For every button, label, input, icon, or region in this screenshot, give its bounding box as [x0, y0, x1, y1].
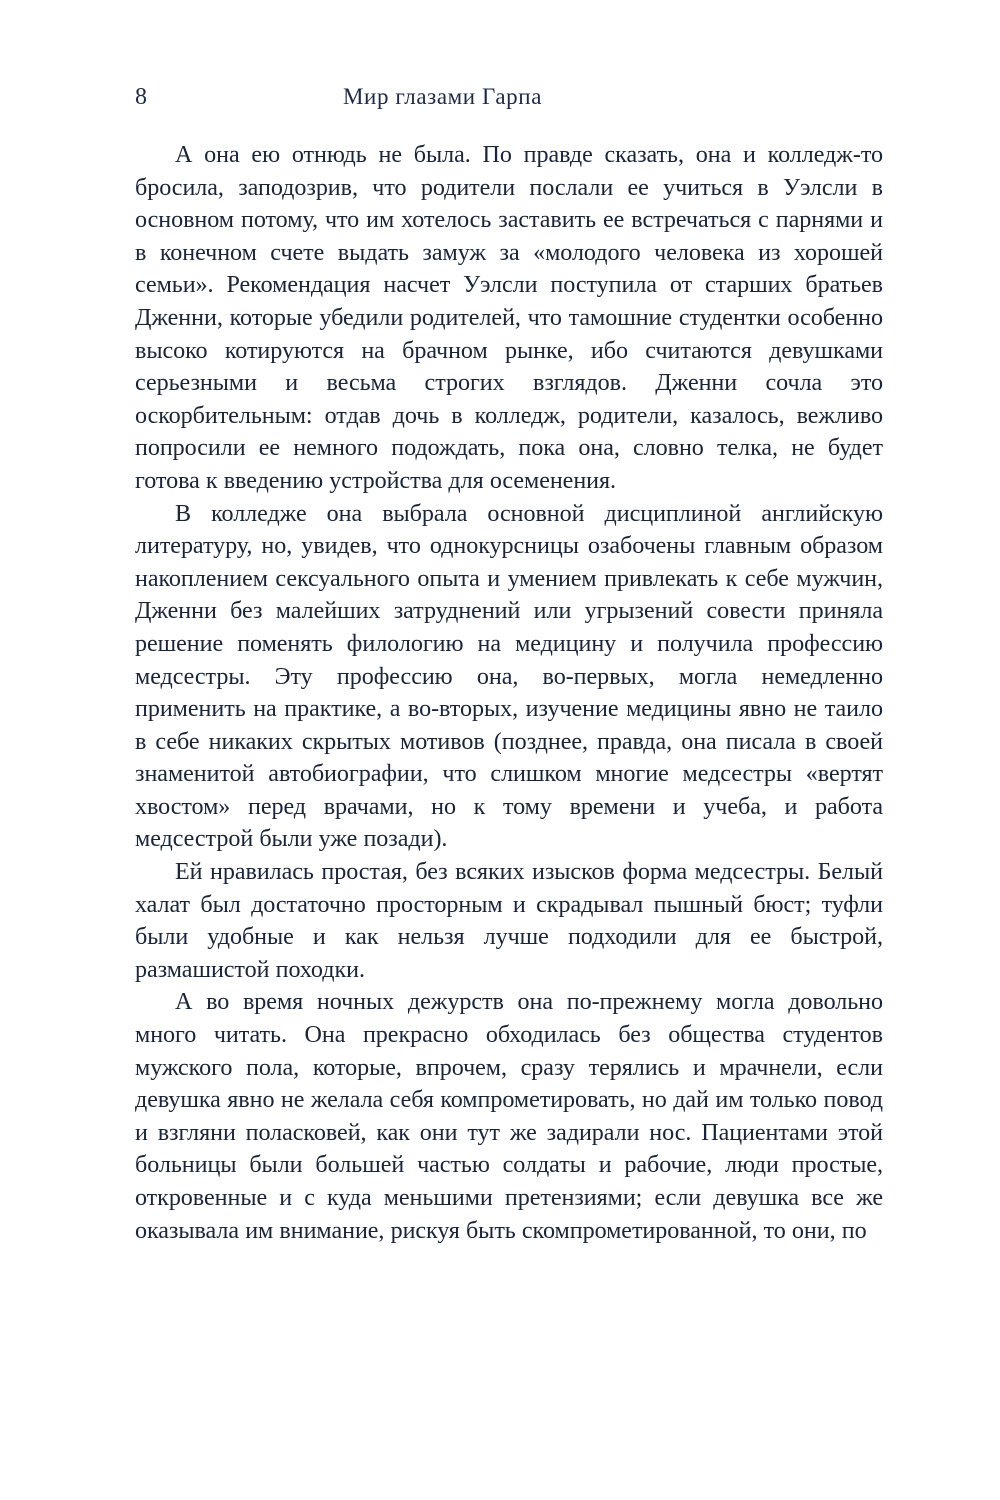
running-head	[135, 82, 880, 112]
running-title: Мир глазами Гарпа	[342, 84, 543, 109]
body-text	[135, 139, 883, 1247]
paragraph: А во время ночных дежурств она по-прежнему могла довольно много читать. Она прекрасно обходилась без общества студентов мужского пола, которые, впрочем, сразу терялись и мрачнели, если девушка явно не желала себя компрометировать, но дай им только повод и взгляни поласковей, как они тут же задирали нос. Пациентами этой больницы были большей частью солдаты и рабочие, люди простые, откровенные и с куда меньшими претензиями; если девушка все же оказывала им внимание, рискуя быть скомпрометированной, то они, по	[135, 989, 883, 1244]
page-number: 8	[135, 84, 148, 110]
paragraph: Ей нравилась простая, без всяких изысков форма медсестры. Белый халат был достаточно просторным и скрадывал пышный бюст; туфли были удобные и как нельзя лучше подходили для ее быстрой, размашистой походки.	[135, 859, 883, 983]
paragraph: В колледже она выбрала основной дисциплиной английскую литературу, но, увидев, что однокурсницы озабочены главным образом накоплением сексуального опыта и умением привлекать к себе мужчин, Дженни без малейших затруднений или угрызений совести приняла решение поменять филологию на медицину и получила профессию медсестры. Эту профессию она, во-первых, могла немедленно применить на практике, а во-вторых, изучение медицины явно не таило в себе никаких скрытых мотивов (позднее, правда, она писала в своей знаменитой автобиографии, что слишком многие медсестры «вертят хвостом» перед врачами, но к тому времени и учеба, и работа медсестрой были уже позади).	[135, 500, 883, 853]
paragraph: А она ею отнюдь не была. По правде сказать, она и колледж-то бросила, заподозрив, что родители послали ее учиться в Уэлсли в основном потому, что им хотелось заставить ее встречаться с парнями и в конечном счете выдать замуж за «молодого человека из хорошей семьи». Рекомендация насчет Уэлсли поступила от старших братьев Дженни, которые убедили родителей, что тамошние студентки особенно высоко котируются на брачном рынке, ибо считаются девушками серьезными и весьма строгих взглядов. Дженни сочла это оскорбительным: отдав дочь в колледж, родители, казалось, вежливо попросили ее немного подождать, пока она, словно телка, не будет готова к введению устройства для осеменения.	[135, 142, 883, 494]
